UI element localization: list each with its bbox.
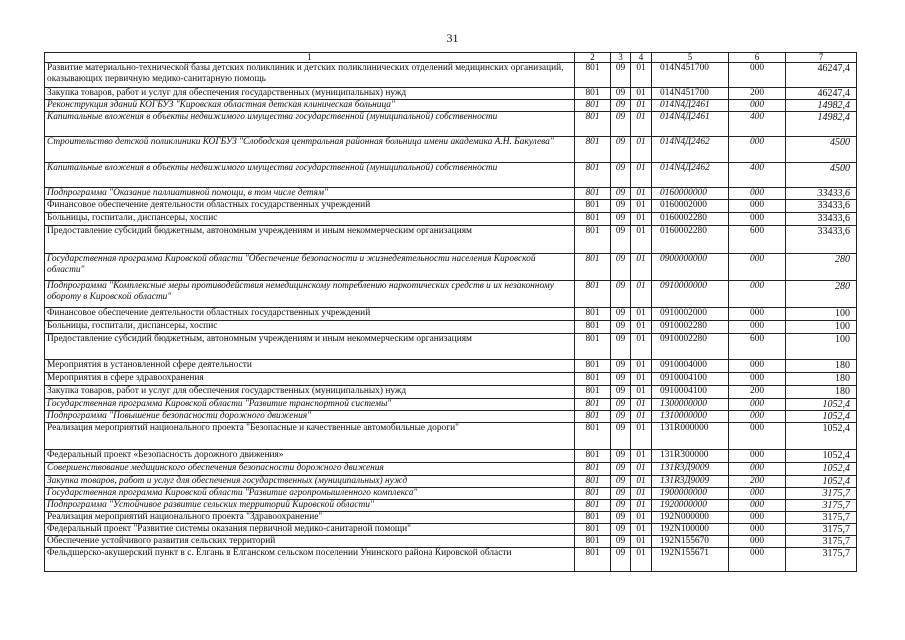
row-code-cell: 1310000000	[652, 411, 729, 423]
row-col2-cell: 801	[575, 213, 611, 226]
row-col3-cell: 09	[611, 512, 631, 524]
row-amount-cell: 1052,4	[786, 476, 857, 488]
row-name-cell: Больницы, госпитали, диспансеры, хоспис	[45, 213, 575, 226]
row-code-cell: 014N4Д2461	[652, 100, 729, 112]
row-col2-cell: 801	[575, 308, 611, 321]
row-code-cell: 0160002000	[652, 200, 729, 213]
header-cell: 1	[45, 53, 575, 63]
row-type-cell: 000	[729, 188, 786, 200]
row-col3-cell: 09	[611, 536, 631, 548]
row-type-cell: 000	[729, 100, 786, 112]
row-type-cell: 400	[729, 112, 786, 137]
table-row	[45, 488, 857, 500]
row-col4-cell: 01	[631, 399, 652, 411]
row-col4-cell: 01	[631, 334, 652, 360]
row-amount-cell: 100	[786, 334, 857, 360]
row-col3-cell: 09	[611, 254, 631, 281]
row-type-cell: 000	[729, 308, 786, 321]
row-amount-cell: 3175,7	[786, 548, 857, 572]
row-col3-cell: 09	[611, 88, 631, 100]
table-row	[45, 63, 857, 88]
row-name-cell: Закупка товаров, работ и услуг для обеспечения государственных (муниципальных) нужд	[45, 386, 575, 399]
row-code-cell: 131R3Д9009	[652, 476, 729, 488]
row-col4-cell: 01	[631, 536, 652, 548]
row-amount-cell: 1052,4	[786, 463, 857, 476]
row-type-cell: 000	[729, 399, 786, 411]
header-cell: 3	[611, 53, 631, 63]
row-name-cell: Предоставление субсидий бюджетным, автономным учреждениям и иным некоммерческим организациям	[45, 334, 575, 360]
row-col2-cell: 801	[575, 321, 611, 334]
table-row	[45, 373, 857, 386]
row-code-cell: 192N155671	[652, 548, 729, 572]
row-col3-cell: 09	[611, 399, 631, 411]
row-col4-cell: 01	[631, 360, 652, 373]
row-name-cell: Государственная программа Кировской области "Развитие агропромышленного комплекса"	[45, 488, 575, 500]
row-col3-cell: 09	[611, 100, 631, 112]
row-col2-cell: 801	[575, 548, 611, 572]
row-col2-cell: 801	[575, 488, 611, 500]
row-code-cell: 0160002280	[652, 226, 729, 254]
row-type-cell: 000	[729, 321, 786, 334]
row-col2-cell: 801	[575, 386, 611, 399]
row-col2-cell: 801	[575, 63, 611, 88]
header-cell: 7	[786, 53, 857, 63]
row-amount-cell: 280	[786, 254, 857, 281]
row-col4-cell: 01	[631, 163, 652, 188]
page-number: 31	[446, 31, 459, 45]
row-amount-cell: 46247,4	[786, 88, 857, 100]
row-name-cell: Федеральный проект «Безопасность дорожного движения»	[45, 450, 575, 463]
row-col4-cell: 01	[631, 213, 652, 226]
row-col3-cell: 09	[611, 200, 631, 213]
row-amount-cell: 180	[786, 360, 857, 373]
row-col2-cell: 801	[575, 450, 611, 463]
table-row	[45, 308, 857, 321]
row-col3-cell: 09	[611, 226, 631, 254]
row-name-cell: Капитальные вложения в объекты недвижимого имущества государственной (муниципальной) собственности	[45, 163, 575, 188]
table-row	[45, 524, 857, 536]
table-row	[45, 254, 857, 281]
table-row	[45, 536, 857, 548]
row-amount-cell: 1052,4	[786, 399, 857, 411]
row-col3-cell: 09	[611, 112, 631, 137]
row-col2-cell: 801	[575, 137, 611, 163]
row-type-cell: 600	[729, 334, 786, 360]
row-col2-cell: 801	[575, 500, 611, 512]
row-code-cell: 192N100000	[652, 524, 729, 536]
row-col3-cell: 09	[611, 500, 631, 512]
row-col4-cell: 01	[631, 137, 652, 163]
row-name-cell: Обеспечение устойчивого развития сельских территорий	[45, 536, 575, 548]
row-col3-cell: 09	[611, 321, 631, 334]
row-name-cell: Больницы, госпитали, диспансеры, хоспис	[45, 321, 575, 334]
row-code-cell: 014N4Д2462	[652, 163, 729, 188]
row-type-cell: 000	[729, 411, 786, 423]
row-col2-cell: 801	[575, 360, 611, 373]
header-cell: 6	[729, 53, 786, 63]
row-col4-cell: 01	[631, 100, 652, 112]
row-type-cell: 400	[729, 163, 786, 188]
row-col3-cell: 09	[611, 213, 631, 226]
table-row	[45, 423, 857, 450]
row-name-cell: Строительство детской поликлиники КОГБУЗ "Слободская центральная районная больница имени академика А.Н. Бакулева"	[45, 137, 575, 163]
row-type-cell: 000	[729, 213, 786, 226]
table-row	[45, 476, 857, 488]
header-row	[45, 53, 857, 63]
row-col2-cell: 801	[575, 188, 611, 200]
row-col2-cell: 801	[575, 200, 611, 213]
row-type-cell: 000	[729, 488, 786, 500]
table-row	[45, 100, 857, 112]
row-amount-cell: 180	[786, 386, 857, 399]
row-name-cell: Совершенствование медицинского обеспечения безопасности дорожного движения	[45, 463, 575, 476]
row-name-cell: Капитальные вложения в объекты недвижимого имущества государственной (муниципальной) собственности	[45, 112, 575, 137]
row-col4-cell: 01	[631, 63, 652, 88]
row-name-cell: Финансовое обеспечение деятельности областных государственных учреждений	[45, 200, 575, 213]
row-amount-cell: 4500	[786, 163, 857, 188]
row-name-cell: Подпрограмма "Устойчивое развитие сельских территорий Кировской области"	[45, 500, 575, 512]
row-col2-cell: 801	[575, 512, 611, 524]
table-row	[45, 411, 857, 423]
row-name-cell: Реконструкция зданий КОГБУЗ "Кировская областная детская клиническая больница"	[45, 100, 575, 112]
row-col4-cell: 01	[631, 373, 652, 386]
row-code-cell: 014N4Д2461	[652, 112, 729, 137]
row-col3-cell: 09	[611, 188, 631, 200]
table-row	[45, 321, 857, 334]
row-amount-cell: 14982,4	[786, 112, 857, 137]
row-col3-cell: 09	[611, 360, 631, 373]
row-col2-cell: 801	[575, 226, 611, 254]
table-row	[45, 137, 857, 163]
row-type-cell: 000	[729, 524, 786, 536]
row-type-cell: 000	[729, 536, 786, 548]
row-type-cell: 000	[729, 450, 786, 463]
row-col4-cell: 01	[631, 450, 652, 463]
table-row	[45, 360, 857, 373]
row-col4-cell: 01	[631, 226, 652, 254]
row-col3-cell: 09	[611, 463, 631, 476]
row-col4-cell: 01	[631, 88, 652, 100]
table-row	[45, 226, 857, 254]
row-code-cell: 014N451700	[652, 63, 729, 88]
row-col3-cell: 09	[611, 63, 631, 88]
table-row	[45, 188, 857, 200]
row-type-cell: 000	[729, 548, 786, 572]
row-col3-cell: 09	[611, 137, 631, 163]
row-amount-cell: 33433,6	[786, 226, 857, 254]
row-name-cell: Федеральный проект "Развитие системы оказания первичной медико-санитарной помощи"	[45, 524, 575, 536]
table-row	[45, 399, 857, 411]
row-type-cell: 000	[729, 254, 786, 281]
row-name-cell: Предоставление субсидий бюджетным, автономным учреждениям и иным некоммерческим организациям	[45, 226, 575, 254]
row-code-cell: 014N451700	[652, 88, 729, 100]
table-row	[45, 500, 857, 512]
row-amount-cell: 100	[786, 321, 857, 334]
row-col4-cell: 01	[631, 524, 652, 536]
row-type-cell: 200	[729, 476, 786, 488]
row-col3-cell: 09	[611, 373, 631, 386]
row-amount-cell: 33433,6	[786, 188, 857, 200]
row-name-cell: Фельдшерско-акушерский пункт в с. Елгань в Елганском сельском поселении Унинского района Кировской области	[45, 548, 575, 572]
row-col2-cell: 801	[575, 281, 611, 308]
row-amount-cell: 46247,4	[786, 63, 857, 88]
row-col4-cell: 01	[631, 112, 652, 137]
row-col4-cell: 01	[631, 500, 652, 512]
table-row	[45, 281, 857, 308]
row-code-cell: 0910004000	[652, 360, 729, 373]
table-row	[45, 112, 857, 137]
row-code-cell: 0910002000	[652, 308, 729, 321]
row-amount-cell: 3175,7	[786, 500, 857, 512]
row-type-cell: 200	[729, 386, 786, 399]
row-type-cell: 000	[729, 373, 786, 386]
row-col2-cell: 801	[575, 536, 611, 548]
row-name-cell: Закупка товаров, работ и услуг для обеспечения государственных (муниципальных) нужд	[45, 88, 575, 100]
table-row	[45, 200, 857, 213]
row-code-cell: 192N000000	[652, 512, 729, 524]
row-type-cell: 000	[729, 360, 786, 373]
row-col2-cell: 801	[575, 524, 611, 536]
row-code-cell: 192N155670	[652, 536, 729, 548]
row-type-cell: 600	[729, 226, 786, 254]
table-row	[45, 463, 857, 476]
row-col3-cell: 09	[611, 423, 631, 450]
row-code-cell: 131R000000	[652, 423, 729, 450]
row-type-cell: 200	[729, 88, 786, 100]
row-col4-cell: 01	[631, 200, 652, 213]
row-col3-cell: 09	[611, 476, 631, 488]
row-code-cell: 1300000000	[652, 399, 729, 411]
row-col2-cell: 801	[575, 373, 611, 386]
row-amount-cell: 3175,7	[786, 524, 857, 536]
row-col4-cell: 01	[631, 254, 652, 281]
row-name-cell: Реализация мероприятий национального проекта "Безопасные и качественные автомобильные дороги"	[45, 423, 575, 450]
row-amount-cell: 3175,7	[786, 488, 857, 500]
row-amount-cell: 180	[786, 373, 857, 386]
row-col4-cell: 01	[631, 411, 652, 423]
header-cell: 2	[575, 53, 611, 63]
row-col2-cell: 801	[575, 463, 611, 476]
row-name-cell: Развитие материально-технической базы детских поликлиник и детских поликлинических отделений медицинских организаций, оказывающих первичную медико-санитарную помощь	[45, 63, 575, 88]
row-col2-cell: 801	[575, 112, 611, 137]
row-name-cell: Подпрограмма "Комплексные меры противодействия немедицинскому потреблению наркотических средств и их незаконному обороту в Кировской области"	[45, 281, 575, 308]
row-col3-cell: 09	[611, 386, 631, 399]
table-row	[45, 213, 857, 226]
row-name-cell: Реализация мероприятий национального проекта "Здравоохранение"	[45, 512, 575, 524]
row-amount-cell: 1052,4	[786, 423, 857, 450]
row-amount-cell: 14982,4	[786, 100, 857, 112]
row-col3-cell: 09	[611, 334, 631, 360]
row-col2-cell: 801	[575, 476, 611, 488]
row-type-cell: 000	[729, 423, 786, 450]
row-col3-cell: 09	[611, 411, 631, 423]
row-code-cell: 0910004100	[652, 386, 729, 399]
header-cell: 4	[631, 53, 652, 63]
row-col2-cell: 801	[575, 334, 611, 360]
row-code-cell: 0910000000	[652, 281, 729, 308]
row-code-cell: 0160000000	[652, 188, 729, 200]
row-col2-cell: 801	[575, 254, 611, 281]
row-col3-cell: 09	[611, 488, 631, 500]
row-name-cell: Подпрограмма "Оказание паллиативной помощи, в том числе детям"	[45, 188, 575, 200]
table-row	[45, 386, 857, 399]
table-row	[45, 548, 857, 572]
table-row	[45, 163, 857, 188]
header-cell: 5	[652, 53, 729, 63]
row-col2-cell: 801	[575, 163, 611, 188]
budget-table	[44, 52, 857, 572]
row-type-cell: 000	[729, 200, 786, 213]
row-col2-cell: 801	[575, 100, 611, 112]
row-type-cell: 000	[729, 281, 786, 308]
row-col3-cell: 09	[611, 163, 631, 188]
row-code-cell: 131R3Д9009	[652, 463, 729, 476]
row-col2-cell: 801	[575, 88, 611, 100]
row-col4-cell: 01	[631, 188, 652, 200]
row-amount-cell: 1052,4	[786, 450, 857, 463]
row-code-cell: 0910002280	[652, 321, 729, 334]
row-name-cell: Мероприятия в установленной сфере деятельности	[45, 360, 575, 373]
table-row	[45, 334, 857, 360]
row-amount-cell: 33433,6	[786, 200, 857, 213]
row-col4-cell: 01	[631, 308, 652, 321]
row-col3-cell: 09	[611, 450, 631, 463]
table-row	[45, 450, 857, 463]
row-code-cell: 0900000000	[652, 254, 729, 281]
row-code-cell: 014N4Д2462	[652, 137, 729, 163]
row-name-cell: Государственная программа Кировской области "Обеспечение безопасности и жизнедеятельности населения Кировской области"	[45, 254, 575, 281]
row-amount-cell: 280	[786, 281, 857, 308]
row-code-cell: 0910004100	[652, 373, 729, 386]
row-code-cell: 0910002280	[652, 334, 729, 360]
row-col4-cell: 01	[631, 281, 652, 308]
row-code-cell: 1900000000	[652, 488, 729, 500]
row-col3-cell: 09	[611, 548, 631, 572]
row-col2-cell: 801	[575, 411, 611, 423]
row-amount-cell: 3175,7	[786, 512, 857, 524]
row-amount-cell: 1052,4	[786, 411, 857, 423]
row-col4-cell: 01	[631, 386, 652, 399]
row-amount-cell: 4500	[786, 137, 857, 163]
row-amount-cell: 33433,6	[786, 213, 857, 226]
row-code-cell: 1920000000	[652, 500, 729, 512]
row-col4-cell: 01	[631, 512, 652, 524]
row-type-cell: 000	[729, 63, 786, 88]
row-name-cell: Финансовое обеспечение деятельности областных государственных учреждений	[45, 308, 575, 321]
row-amount-cell: 100	[786, 308, 857, 321]
row-name-cell: Подпрограмма "Повышение безопасности дорожного движения"	[45, 411, 575, 423]
row-type-cell: 000	[729, 512, 786, 524]
row-amount-cell: 3175,7	[786, 536, 857, 548]
row-name-cell: Мероприятия в сфере здравоохранения	[45, 373, 575, 386]
row-col3-cell: 09	[611, 308, 631, 321]
row-col4-cell: 01	[631, 321, 652, 334]
row-type-cell: 000	[729, 500, 786, 512]
row-name-cell: Государственная программа Кировской области "Развитие транспортной системы"	[45, 399, 575, 411]
row-code-cell: 0160002280	[652, 213, 729, 226]
row-type-cell: 000	[729, 137, 786, 163]
row-col3-cell: 09	[611, 524, 631, 536]
row-col4-cell: 01	[631, 463, 652, 476]
row-col4-cell: 01	[631, 488, 652, 500]
table-row	[45, 88, 857, 100]
row-col4-cell: 01	[631, 423, 652, 450]
row-name-cell: Закупка товаров, работ и услуг для обеспечения государственных (муниципальных) нужд	[45, 476, 575, 488]
row-col2-cell: 801	[575, 423, 611, 450]
row-col4-cell: 01	[631, 476, 652, 488]
row-col3-cell: 09	[611, 281, 631, 308]
table-row	[45, 512, 857, 524]
row-col2-cell: 801	[575, 399, 611, 411]
row-type-cell: 000	[729, 463, 786, 476]
row-col4-cell: 01	[631, 548, 652, 572]
row-code-cell: 131R300000	[652, 450, 729, 463]
